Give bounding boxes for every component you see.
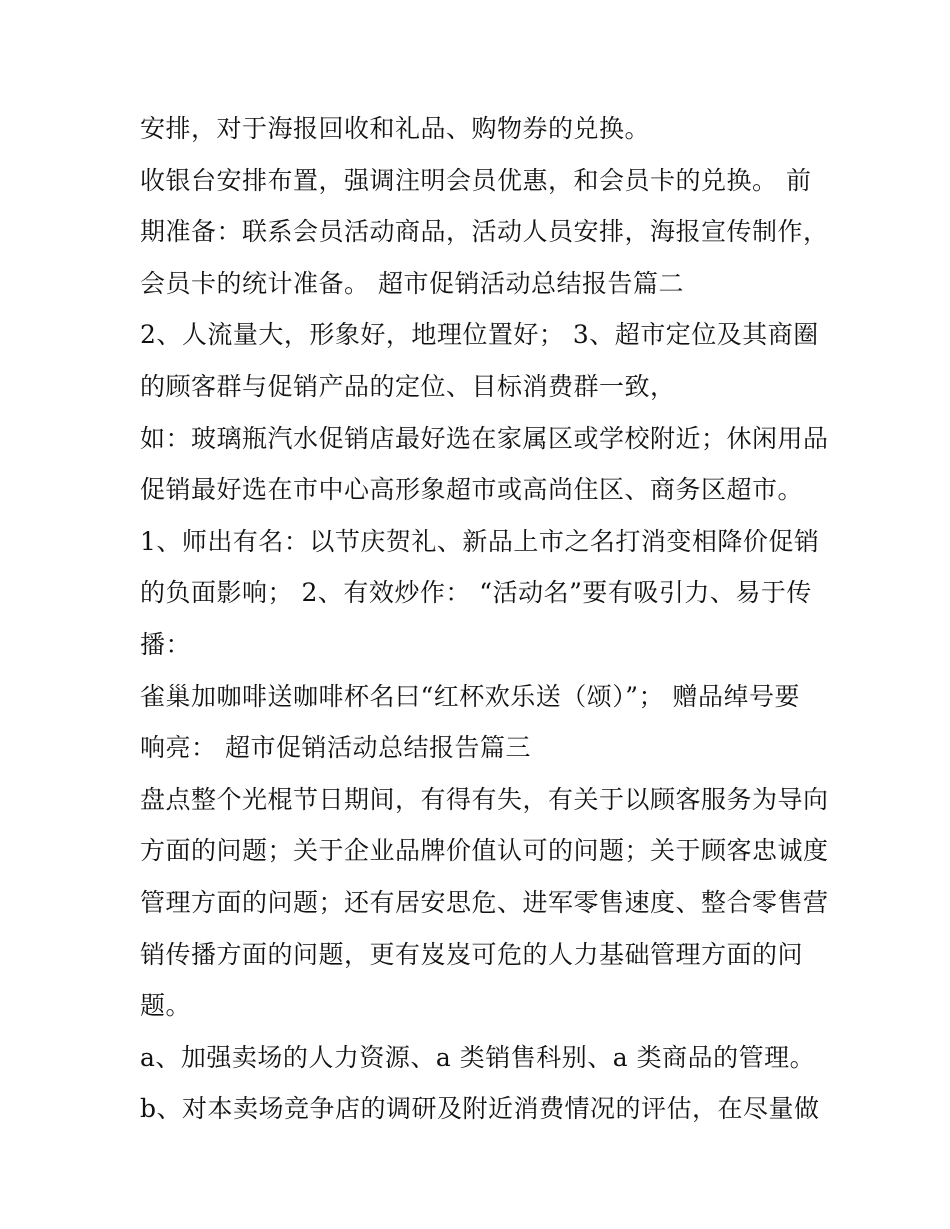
text-line: 2、人流量大，形象好，地理位置好； 3、超市定位及其商圈 [140, 320, 819, 350]
text-line: 雀巢加咖啡送咖啡杯名曰“红杯欢乐送（颂）”； 赠品绰号要 [140, 681, 801, 711]
text-line: a、加强卖场的人力资源、a 类销售科别、a 类商品的管理。 [140, 1042, 816, 1072]
text-line: 题。 [140, 991, 192, 1021]
text-line: 收银台安排布置，强调注明会员优惠，和会员卡的兑换。 前 [140, 165, 812, 195]
text-line: 播： [140, 629, 192, 659]
text-line: 会员卡的统计准备。 超市促销活动总结报告篇二 [140, 268, 684, 298]
text-line: 响亮： 超市促销活动总结报告篇三 [140, 733, 531, 763]
document-body [140, 103, 829, 1135]
text-line: b、对本卖场竞争店的调研及附近消费情况的评估，在尽量做 [140, 1094, 820, 1124]
text-line: 的负面影响； 2、有效炒作： “活动名”要有吸引力、易于传 [140, 578, 812, 608]
text-line: 如：玻璃瓶汽水促销店最好选在家属区或学校附近；休闲用品 [140, 423, 829, 453]
text-line: 期准备：联系会员活动商品，活动人员安排，海报宣传制作， [140, 217, 829, 247]
text-line: 安排，对于海报回收和礼品、购物券的兑换。 [140, 114, 651, 143]
text-line: 的顾客群与促销产品的定位、目标消费群一致， [140, 371, 676, 401]
text-line: 1、师出有名：以节庆贺礼、新品上市之名打消变相降价促销 [140, 526, 820, 556]
text-line: 销传播方面的问题，更有岌岌可危的人力基础管理方面的问 [140, 939, 804, 969]
text-line: 盘点整个光棍节日期间，有得有失，有关于以顾客服务为导向 [140, 784, 829, 814]
text-line: 方面的问题；关于企业品牌价值认可的问题；关于顾客忠诚度 [140, 836, 829, 866]
text-line: 促销最好选在市中心高形象超市或高尚住区、商务区超市。 [140, 475, 804, 505]
text-line: 管理方面的问题；还有居安思危、进军零售速度、整合零售营 [140, 887, 829, 917]
